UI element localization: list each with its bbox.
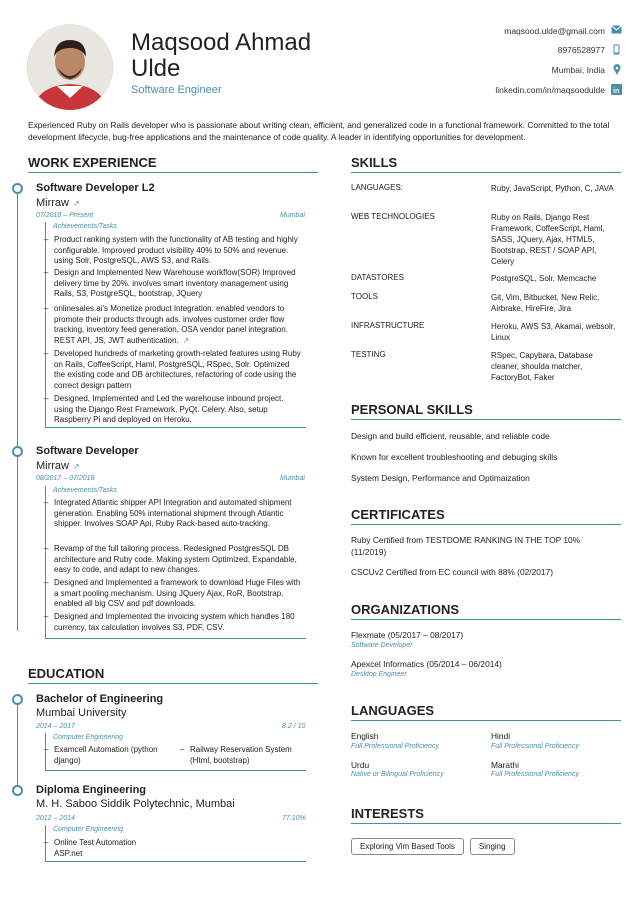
skill-value: RSpec, Capybara, Database cleaner, shoulda matcher, FactoryBot, Faker [491, 351, 593, 382]
language-level: Native or Bilingual Proficiency [351, 771, 444, 778]
course-item: – Examcell Automation (python django) [44, 745, 158, 765]
name-line-2: Ulde [131, 55, 181, 82]
divider [351, 524, 621, 525]
linkedin-text[interactable]: linkedin.com/in/maqsoodulde [495, 84, 605, 95]
divider [351, 823, 621, 824]
skill-category: TESTING [351, 350, 386, 359]
job-title: Software Developer L2 [36, 182, 155, 194]
task-item: – Integrated Atlantic shipper API Integration and automated shipment generation. Enabling 50% international shipment through Atlantic shipper. Involves SOAP Api, Ruby Rack-based auto-tracking. [44, 498, 292, 529]
course-item: – Online Test Automation ASP.net [44, 838, 137, 858]
contact-phone[interactable] [558, 44, 622, 55]
skill-category: DATASTORES [351, 273, 404, 282]
contact-email[interactable] [504, 25, 622, 36]
school-name: Mumbai University [36, 707, 127, 719]
contact-location [552, 64, 622, 75]
certificate-item: Ruby Certified from TESTDOME RANKING IN THE TOP 10% (11/2019) [351, 535, 581, 557]
timeline-dot [12, 785, 23, 796]
candidate-name [131, 30, 371, 82]
task-item: – Design and Implemented New Warehouse workflow(SOR) Improved delivery time by 20%. involves smart inventory management using Rails, S3, PostgreSQL, bootstrap, JQuery [44, 268, 296, 299]
skill-category: WEB TECHNOLOGIES [351, 212, 435, 221]
task-item: – Product ranking system with the functionality of AB testing and highly configurable. Improved product visibility 40% to 50% and revenue. using Solr, PostgreSQL, AWS S3, and Rails. [44, 235, 298, 266]
task-item: – Designed and Implemented a framework to download Huge Files with a smart pooling mechanism. Using JQuery Ajax, RoR, Bootstrap. enabled all big CSV and pdf downloads. [44, 578, 301, 609]
tasks-label: Achievements/Tasks [53, 223, 117, 230]
divider [351, 419, 621, 420]
personal-skill-item: Known for excellent troubleshooting and debuging skills [351, 452, 558, 462]
timeline-line [17, 697, 18, 789]
task-item: – Developed hundreds of marketing growth-related features using Ruby on Rails, CoffeeScript, Haml, PostgreSQL, RSpec, Solr. Optimized the existing code and DB architectures, refactoring of code using the correct design pattern [44, 349, 301, 390]
organization-role: Desktop Engineer [351, 671, 407, 678]
divider [351, 619, 621, 620]
linkedin-icon [611, 84, 622, 95]
company-name[interactable] [36, 197, 80, 209]
language-level: Full Professional Proficiency [491, 771, 579, 778]
section-title-languages: LANGUAGES [351, 703, 435, 718]
company-label[interactable]: Mirraw [36, 460, 69, 472]
organization-name: Flexmate (05/2017 – 08/2017) [351, 630, 464, 640]
company-name[interactable] [36, 460, 80, 472]
section-title-education: EDUCATION [28, 666, 105, 681]
education-grade: 8.2 / 10 [282, 723, 306, 730]
email-text[interactable]: maqsood.ulde@gmail.com [504, 25, 605, 36]
personal-skill-item: System Design, Performance and Optimaization [351, 473, 530, 483]
skill-value: PostgreSQL, Solr, Memcache [491, 274, 597, 283]
education-grade: 77.10% [282, 815, 306, 822]
location-text: Mumbai, India [551, 64, 605, 75]
skill-category: TOOLS [351, 292, 378, 301]
divider [28, 683, 318, 684]
courses-label: Computer Enginnering [53, 734, 124, 741]
language-level: Full Professional Proficiency [491, 743, 579, 750]
envelope-icon [611, 25, 622, 36]
school-name: M. H. Saboo Siddik Polytechnic, Mumbai [36, 798, 235, 810]
interests-list [351, 838, 515, 855]
skill-value: Heroku, AWS S3, Akamai, websolr, Linux [491, 322, 616, 342]
skill-value: Ruby, JavaScript, Python, C, JAVA [491, 184, 614, 193]
job-location: Mumbai [280, 212, 305, 219]
certificate-item: CSCUv2 Certified from EC council with 88% (02/2017) [351, 567, 554, 577]
skill-category: INFRASTRUCTURE [351, 321, 425, 330]
task-item: – Revamp of the full tailoring process. Redesigned PostgresSQL DB architecture and Ruby code. Making system Optimized, Expandable, easy to code, and adapt to new changes. [44, 544, 297, 575]
section-title-work: WORK EXPERIENCE [28, 155, 157, 170]
organization-role: Software Developer [351, 642, 413, 649]
phone-text[interactable]: 8976528977 [557, 44, 605, 55]
language-name: Urdu [351, 760, 370, 770]
education-dates: 2012 – 2014 [36, 815, 75, 822]
section-title-organizations: ORGANIZATIONS [351, 602, 460, 617]
name-line-1: Maqsood Ahmad [131, 29, 312, 56]
external-link-icon[interactable]: ↗ [182, 335, 190, 345]
section-title-interests: INTERESTS [351, 806, 424, 821]
job-role: Software Engineer [131, 84, 222, 96]
timeline-line [17, 186, 18, 631]
interest-tag: Singing [470, 838, 515, 855]
timeline-dot [12, 183, 23, 194]
contact-linkedin[interactable] [495, 84, 622, 95]
education-dates: 2014 – 2017 [36, 723, 75, 730]
timeline-dot [12, 694, 23, 705]
interest-tag: Exploring Vim Based Tools [351, 838, 464, 855]
skill-value: Git, Vim, Bitbucket, New Relic, Airbrake, HireFire, Jira [491, 293, 600, 313]
degree-title: Diploma Engineering [36, 784, 147, 796]
course-item: – Railway Reservation System (Html, bootstrap) [180, 745, 292, 765]
task-item: – onlinesales.ai's Monetize product Integration. enabled vendors to promote their products through ads. involves customer order flow tracking, inventory feed generation, OSA vendor panel integration. REST API, JS, JWT authentication. ↗ [44, 304, 288, 345]
job-dates: 07/2018 – Present [36, 212, 94, 219]
section-title-certificates: CERTIFICATES [351, 507, 445, 522]
job-title: Software Developer [36, 445, 139, 457]
skill-category: LANGUAGES: [351, 183, 404, 192]
language-name: Marathi [491, 760, 519, 770]
timeline-dot [12, 446, 23, 457]
language-name: Hindi [491, 731, 511, 741]
degree-title: Bachelor of Engineering [36, 693, 164, 705]
divider [351, 720, 621, 721]
divider [28, 172, 318, 173]
skill-value: Ruby on Rails, Django Rest Framework, CoffeeScript, Haml, SASS, JQuery, Ajax, HTML5, Bootstrap, REST / SOAP API, Celery [491, 213, 605, 266]
phone-icon [611, 44, 622, 55]
courses-label: Computer Engineering [53, 826, 124, 833]
job-dates: 08/2017 – 07/2018 [36, 475, 95, 482]
summary: Experienced Ruby on Rails developer who is passionate about writing clean, efficient, and generalized code in a functional framework. Committed to the total development lifecycle, bug-free applications and the maintenance of code quality. A leader in identifying opportunities for development. [28, 120, 610, 142]
job-location: Mumbai [280, 475, 305, 482]
avatar [27, 24, 113, 110]
external-link-icon[interactable]: ↗ [73, 462, 80, 471]
personal-skill-item: Design and build efficient, reusable, and reliable code [351, 431, 550, 441]
company-label[interactable]: Mirraw [36, 197, 69, 209]
tasks-label: Achievements/Tasks [53, 487, 117, 494]
location-pin-icon [611, 64, 622, 75]
task-item: – Designed, Implemented and Led the warehouse inbound project. using the Django Rest Framework, PyQt. Celery. Also, setup Raspberry Pi and deployed on Heroku. [44, 394, 284, 425]
divider [351, 172, 621, 173]
section-title-skills: SKILLS [351, 155, 398, 170]
language-name: English [351, 731, 379, 741]
svg-text:in: in [613, 88, 620, 95]
language-level: Full Professional Proficiency [351, 743, 439, 750]
external-link-icon[interactable]: ↗ [73, 199, 80, 208]
section-title-personal-skills: PERSONAL SKILLS [351, 402, 473, 417]
organization-name: Apexcel Informatics (05/2014 – 06/2014) [351, 659, 502, 669]
task-item: – Designed and Implemented the invoicing system which handles 180 currency, tax calculation involves S3, PDF, CSV. [44, 612, 295, 632]
